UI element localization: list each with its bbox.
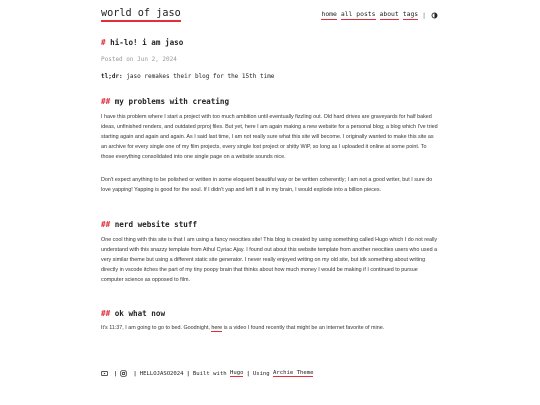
footer-built-with-label: Built with [192, 370, 227, 377]
hugo-link[interactable]: Hugo [229, 370, 244, 376]
post-title [101, 38, 183, 47]
tldr-label: tl;dr: [101, 73, 123, 80]
video-link[interactable]: here [211, 325, 223, 331]
paragraph: Don't expect anything to be polished or written in some eloquent beautiful way or be written coherently; I am not a good writer, but I sure do love yapping! Yapping is good for the soul. If I didn't yap and left it all in my brain, I would explode into a billion pieces. [101, 177, 433, 193]
heading-hash: ## [101, 220, 111, 229]
paragraph: One cool thing with this site is that I am using a fancy neocities site! This blog is created by using something called Hugo which I do not really understand with this snazzy template from Athul Cyriac Ajay. I found out about this website template from another neocities users who used a very similar theme but using a different static site generator. I never really enjoyed writing on my old site, but idk something about writing directly in vscode itches the part of my tiny poopy brain that thinks about how much money I would be making if I continued to pursue computer science as opposed to film. [101, 237, 438, 283]
footer-pipe: | [246, 370, 250, 377]
moon-half-icon[interactable] [431, 12, 438, 19]
heading-hash: ## [101, 97, 111, 106]
section-heading-ok-what-now [101, 309, 165, 318]
site-footer [101, 370, 313, 377]
section-heading-problems [101, 97, 229, 106]
site-title-link[interactable]: world of jaso [101, 8, 181, 22]
nav-separator: | [422, 10, 426, 19]
footer-pipe: | [186, 370, 190, 377]
content-wrapper [101, 0, 438, 377]
heading-hash: ## [101, 309, 111, 318]
footer-using-label: Using [252, 370, 270, 377]
tldr-text: jaso remakes their blog for the 15th time [126, 73, 275, 80]
youtube-icon[interactable] [101, 370, 108, 377]
post-title-text: hi-lo! i am jaso [110, 38, 184, 47]
section-heading-text: my problems with creating [114, 97, 230, 106]
footer-handle: HELLOJASO2024 [139, 370, 184, 377]
nav-link-all-posts[interactable]: all posts [340, 10, 376, 18]
paragraph: I have this problem where I start a project with too much ambition until eventually fizzling out. Old hard drives are graveyards for half baked ideas, unfinished renders, and outdated prproj files. But yet, here I am again making a new website for a personal blog; a blog which I've tried starting again and again and again. As I said last time, I am not really sure what this site will become. I originally wanted to make this site as an archive for every single one of my film projects, every single lost project or shitty WiP, so long as I uploaded it online at some point. To those everything consolidated into one single page on a website sounds nice. [101, 114, 438, 160]
heading-hash: # [101, 38, 106, 47]
paragraph [101, 324, 438, 334]
nav-link-home[interactable]: home [321, 10, 337, 18]
paragraph-text: It's 11:37, I am going to go to bed. Goodnight, [101, 325, 212, 331]
top-nav [317, 10, 438, 20]
nav-link-tags[interactable]: tags [402, 10, 419, 18]
paragraph-text: is a video I found recently that might be an internet favorite of mine. [222, 325, 385, 331]
footer-pipe: | [114, 370, 118, 377]
section-heading-text: ok what now [114, 309, 166, 318]
instagram-icon[interactable] [120, 370, 127, 377]
section-heading-text: nerd website stuff [114, 220, 198, 229]
post-date: Posted on Jun 2, 2024 [101, 56, 177, 63]
site-header [101, 0, 438, 30]
nav-link-about[interactable]: about [379, 10, 399, 18]
tldr-line [101, 73, 274, 80]
archie-theme-link[interactable]: Archie Theme [273, 370, 314, 376]
footer-pipe: | [133, 370, 137, 377]
section-heading-nerd-stuff [101, 220, 197, 229]
